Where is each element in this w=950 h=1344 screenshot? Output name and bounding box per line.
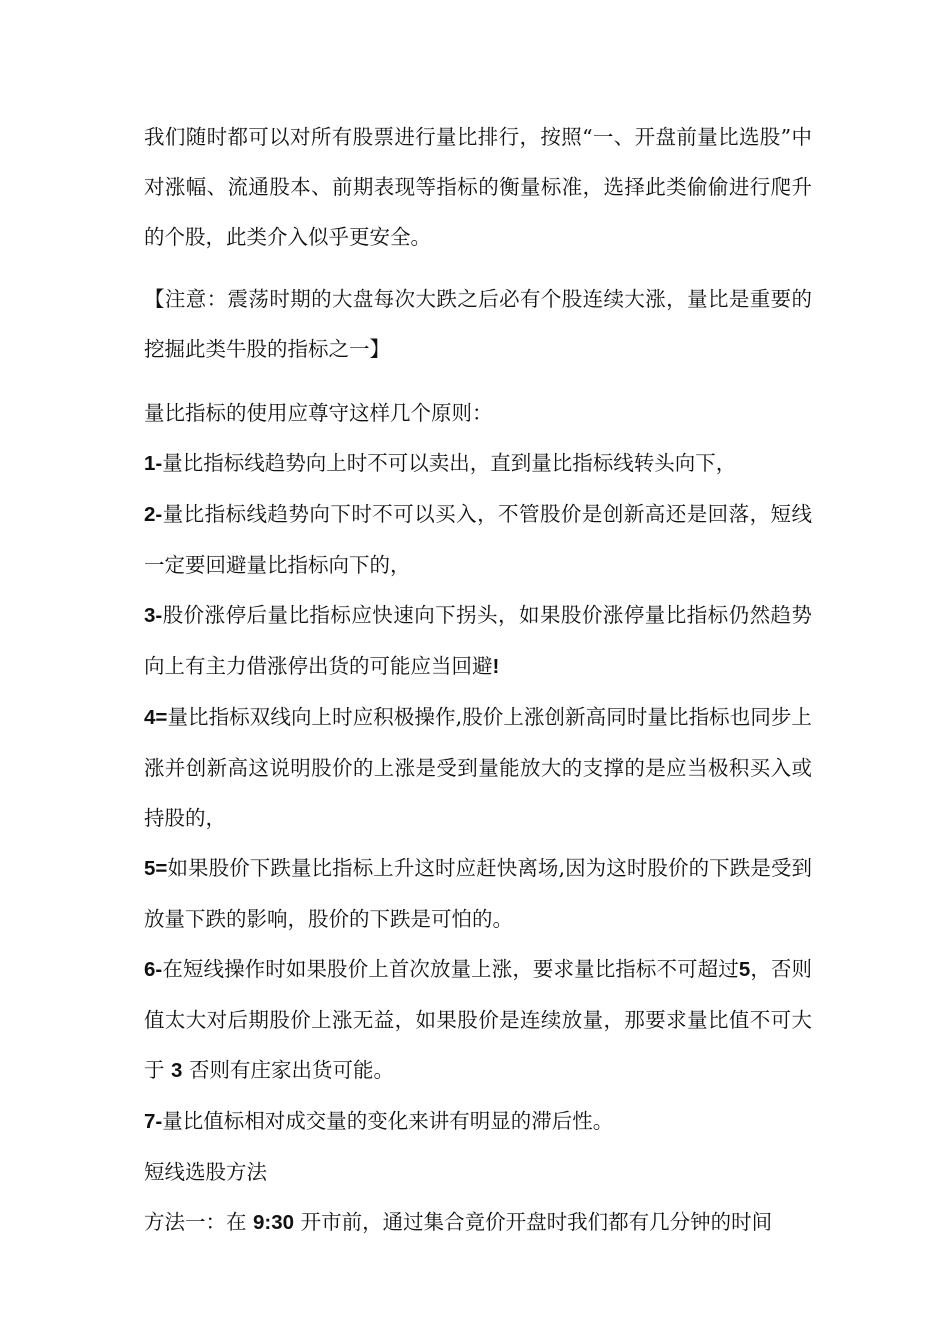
principle-text: 股价涨停后量比指标应快速向下拐头，如果股价涨停量比指标仍然趋势向上有主力借涨停出货的可能应当回避 <box>144 603 812 678</box>
method-prefix: 方法一：在 <box>144 1210 247 1234</box>
principle-item-1 <box>144 438 812 489</box>
principle-number: 3- <box>144 604 163 627</box>
principle-value: 5 <box>738 958 751 981</box>
principles-intro: 量比指标的使用应尊守这样几个原则： <box>144 401 493 425</box>
principle-item-4 <box>144 692 812 843</box>
principle-number: 7- <box>144 1110 163 1133</box>
principle-text: ，否则值太大对后期股价上涨无益，如果股价是连续放量，那要求量比值不可大于 <box>144 957 813 1082</box>
principles-list <box>144 438 812 1147</box>
principle-text: 量比指标线趋势向下时不可以买入，不管股价是创新高还是回落，短线一定要回避量比指标向下的， <box>144 502 812 577</box>
document-body <box>144 112 812 1248</box>
principle-text: 量比指标双线向上时应积极操作,股价上涨创新高同时量比指标也同步上涨并创新高这说明股价的上涨是受到量能放大的支撑的是应当极积买入或持股的， <box>144 705 812 830</box>
principle-item-3 <box>144 590 812 692</box>
principle-text: 如果股价下跌量比指标上升这时应赶快离场,因为这时股价的下跌是受到放量下跌的影响，股价的下跌是可怕的。 <box>144 856 812 931</box>
paragraph-note: 【注意：震荡时期的大盘每次大跌之后必有个股连续大涨，量比是重要的挖掘此类牛股的指标之一】 <box>144 287 812 361</box>
principle-number: 1- <box>144 452 163 475</box>
paragraph-intro: 我们随时都可以对所有股票进行量比排行，按照“一、开盘前量比选股”中对涨幅、流通股本、前期表现等指标的衡量标准，选择此类偷偷进行爬升的个股，此类介入似乎更安全。 <box>144 125 812 249</box>
method-time: 9:30 <box>253 1211 295 1234</box>
principle-value: 3 <box>171 1059 183 1082</box>
principle-text: 在短线操作时如果股价上首次放量上涨，要求量比指标不可超过 <box>162 957 739 981</box>
principle-exclaim: ! <box>492 655 500 678</box>
principle-item-7 <box>144 1096 812 1147</box>
principle-item-2 <box>144 489 812 590</box>
section-title: 短线选股方法 <box>144 1160 267 1184</box>
principle-text: 否则有庄家出货可能。 <box>188 1058 394 1082</box>
principle-number: 6- <box>144 958 163 981</box>
principle-text: 量比值标相对成交量的变化来讲有明显的滞后性。 <box>162 1109 614 1133</box>
principle-text: 量比指标线趋势向上时不可以卖出，直到量比指标线转头向下， <box>162 451 737 475</box>
principle-number: 4= <box>144 706 168 729</box>
principle-number: 5= <box>144 857 168 880</box>
method-one <box>144 1197 812 1248</box>
principle-item-6 <box>144 944 812 1096</box>
principle-item-5 <box>144 843 812 944</box>
method-text: 开市前，通过集合竟价开盘时我们都有几分钟的时间 <box>300 1210 773 1234</box>
principle-number: 2- <box>144 503 163 526</box>
